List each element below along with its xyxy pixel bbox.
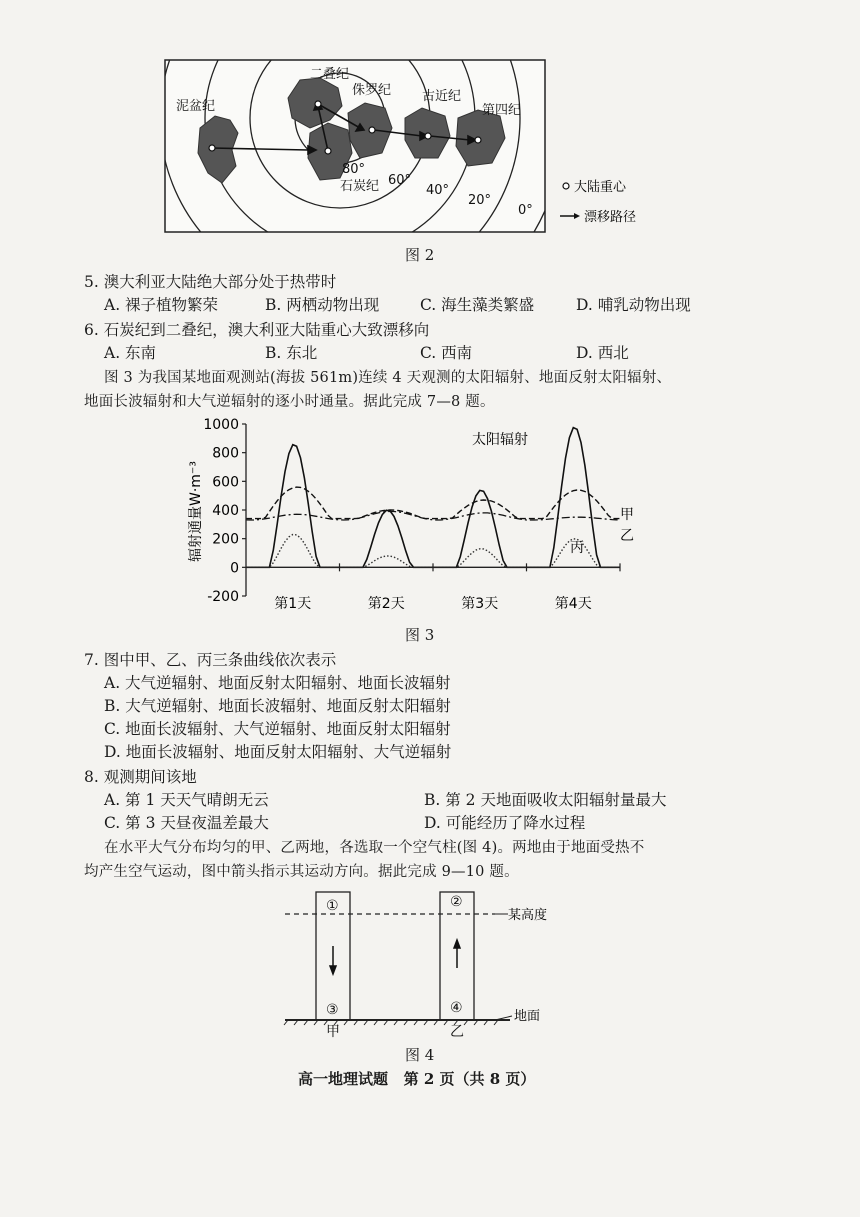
label-quaternary: 第四纪 [482,103,522,118]
q5-option-c: C. 海生藻类繁盛 [420,296,535,314]
q8-stem: 8. 观测期间该地 [84,768,197,786]
figure-4-diagram [280,888,560,1038]
lat-0: 0° [518,203,533,218]
q8-option-a: A. 第 1 天天气晴朗无云 [104,791,269,809]
point-3: ③ [326,1002,339,1018]
y-tick-label: 200 [212,531,239,548]
q7-option-d: D. 地面长波辐射、地面反射太阳辐射、大气逆辐射 [104,743,452,761]
x-tick-label: 第2天 [367,596,405,612]
page-footer: 高一地理试题 第 2 页（共 8 页） [298,1070,536,1088]
q6-option-b: B. 东北 [265,344,318,362]
label-jurassic: 侏罗纪 [352,83,392,98]
figure-2-map [160,58,660,238]
label-paleogene: 古近纪 [422,89,462,104]
label-devonian: 泥盆纪 [176,99,216,114]
point-4: ④ [450,1000,463,1016]
lat-60: 60° [388,173,412,188]
point-2: ② [450,894,463,910]
y-tick-label: -200 [207,589,239,605]
down-arrow-icon [330,946,336,974]
lat-20: 20° [468,193,492,208]
lat-40: 40° [426,183,450,198]
q6-stem: 6. 石炭纪到二叠纪，澳大利亚大陆重心大致漂移向 [84,321,430,339]
x-tick-label: 第1天 [274,596,312,612]
label-jia: 甲 [620,507,634,523]
y-tick-label: 800 [212,445,239,462]
intro-fig4-line2: 均产生空气运动，图中箭头指示其运动方向。据此完成 9—10 题。 [84,864,519,880]
q5-option-b: B. 两栖动物出现 [265,296,380,314]
q6-option-c: C. 西南 [420,344,473,362]
y-tick-label: 400 [212,503,239,519]
q8-option-c: C. 第 3 天昼夜温差最大 [104,814,269,832]
label-carboniferous: 石炭纪 [340,179,380,194]
label-yi: 乙 [450,1024,464,1038]
label-permian: 二叠纪 [310,67,350,82]
series-bing [246,535,620,568]
intro-fig3-line2: 地面长波辐射和大气逆辐射的逐小时通量。据此完成 7—8 题。 [84,394,495,410]
series-jia [246,487,620,518]
figure-4-caption: 图 4 [405,1046,435,1064]
q5-option-d: D. 哺乳动物出现 [576,296,691,314]
label-bing: 丙 [570,540,584,556]
y-tick-label: 0 [230,560,239,577]
q7-option-c: C. 地面长波辐射、大气逆辐射、地面反射太阳辐射 [104,720,451,738]
up-arrow-icon [454,940,460,968]
point-1: ① [326,898,339,914]
q7-option-b: B. 大气逆辐射、地面长波辐射、地面反射太阳辐射 [104,697,451,715]
figure-2-caption: 图 2 [405,246,435,264]
label-jia: 甲 [326,1024,340,1038]
q8-option-b: B. 第 2 天地面吸收太阳辐射量最大 [424,791,667,809]
ground-label: 地面 [514,1009,541,1024]
figure-3-chart [180,412,650,622]
q7-option-a: A. 大气逆辐射、地面反射太阳辐射、地面长波辐射 [104,674,451,692]
label-solar: 太阳辐射 [472,432,528,448]
x-tick-label: 第4天 [554,596,592,612]
figure-3-caption: 图 3 [405,626,435,644]
q5-stem: 5. 澳大利亚大陆绝大部分处于热带时 [84,273,337,291]
y-tick-label: 1000 [203,417,239,433]
chart-ylabel: 辐射通量W·m⁻³ [188,461,204,562]
height-label: 某高度 [508,908,548,923]
label-yi: 乙 [620,528,634,544]
q5-option-a: A. 裸子植物繁荣 [104,296,219,314]
y-tick-label: 600 [212,474,239,491]
x-tick-label: 第3天 [461,596,499,612]
q7-stem: 7. 图中甲、乙、丙三条曲线依次表示 [84,651,337,669]
q6-option-d: D. 西北 [576,344,629,362]
q8-option-d: D. 可能经历了降水过程 [424,814,586,832]
intro-fig3-line1: 图 3 为我国某地面观测站(海拔 561m)连续 4 天观测的太阳辐射、地面反射太阳辐射、 [104,370,672,386]
intro-fig4-line1: 在水平大气分布均匀的甲、乙两地，各选取一个空气柱(图 4)。两地由于地面受热不 [104,840,645,856]
legend-path: 漂移路径 [584,210,637,225]
q6-option-a: A. 东南 [104,344,157,362]
lat-80: 80° [342,162,366,177]
legend-center: 大陆重心 [574,180,627,195]
